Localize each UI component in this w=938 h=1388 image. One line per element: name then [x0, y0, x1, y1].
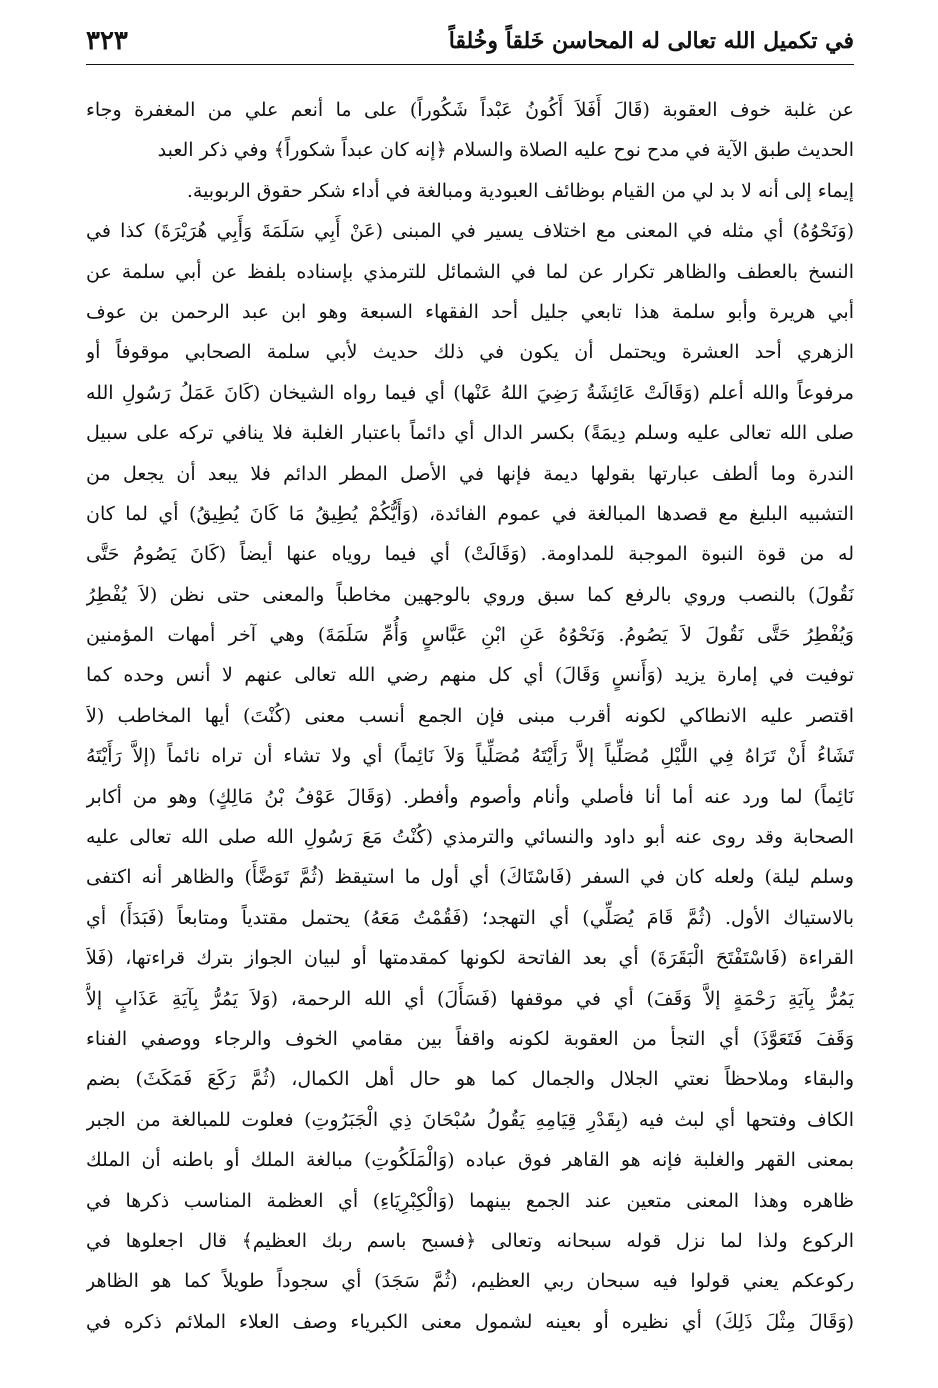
running-title: في تكميل الله تعالى له المحاسن خَلقاً وخُلقاً — [448, 28, 854, 54]
text-line — [86, 1342, 854, 1382]
text-line: النسخ بالعطف والظاهر تكرار عن لما في الشمائل للترمذي بإسناده بلفظ عن أبي سلمة عن — [86, 260, 854, 283]
running-header — [86, 22, 854, 60]
text-line: وَقَفَ فَتَعَوَّذَ) أي التجأ من العقوبة لكونه واقفاً بين مقامي الخوف والرجاء ووصفي الفناء — [86, 1027, 854, 1050]
text-line: نَائِماً) لما ورد عنه أما أنا فأصلي وأنام وأصوم وأفطر. (وَقَالَ عَوْفُ بْنُ مَالِكٍ) وهو من أكابر — [86, 785, 854, 808]
text-line: وَيُفْطِرُ حَتَّى نَقُولَ لاَ يَصُومُ. وَنَحْوُهُ عَنِ ابْنِ عَبَّاسٍ وَأُمِّ سَلَمَةَ) وهي آخر أمهات المؤمنين — [86, 624, 854, 647]
text-line: صلى الله تعالى عليه وسلم دِيمَةً) بكسر الدال أي دائماً باعتبار الغلبة فلا ينافي تركه على سبيل — [86, 422, 854, 445]
text-line: (وَقَالَ مِثْلَ ذَلِكَ) أي نظيره أو بعينه لشمول معنى الكبرياء وصف العلاء الملائم ذكره في — [86, 1310, 854, 1333]
text-line: إيماء إلى أنه لا بد لي من القيام بوظائف العبودية ومبالغة في أداء شكر حقوق الربوبية. — [186, 179, 854, 202]
text-line: الحديث طبق الآية في مدح نوح عليه الصلاة والسلام ﴿إنه كان عبداً شكوراً﴾ وفي ذكر العبد — [157, 139, 854, 162]
text-line: القراءة (فَاسْتَفْتَحَ الْبَقَرَةَ) أي بعد الفاتحة لكونها كمقدمتها أو لبيان الجواز بترك قراءتها، (فَلاَ — [86, 947, 854, 970]
page-number: ٣٢٣ — [86, 26, 128, 56]
text-line: الندرة وما ألطف عبارتها بقولها ديمة فإنها في الأصل المطر الدائم فلا يبعد أن يجعل من — [86, 462, 854, 485]
text-line: وسلم ليلة) ولعله كان في السفر (فَاسْتَاكَ) أي أول ما استيقظ (ثُمَّ تَوَضَّأَ) والظاهر أنه اكتفى — [86, 866, 854, 889]
text-line: (وَنَحْوُهُ) أي مثله في المعنى مع اختلاف يسير في المبنى (عَنْ أَبِي سَلَمَةَ وَأَبِي هُرَيْرَةَ) كذا في — [86, 220, 854, 243]
text-line: تَشَاءُ أَنْ تَرَاهُ فِي اللَّيْلِ مُصَلِّياً إلاَّ رَأَيْتَهُ مُصَلِّياً وَلاَ نَائِماً) أي ولا تشاء أن تراه نائماً (إلاَّ رَأَيْتَهُ — [86, 745, 854, 768]
text-line: له من قوة النبوة الموجبة للمداومة. (وَقَالَتْ) أي فيما روياه عنها أيضاً (كَانَ يَصُومُ حَتَّى — [86, 543, 854, 566]
text-line: الركوع ولذا لما نزل قوله سبحانه وتعالى ﴿فسبح باسم ربك العظيم﴾ قال اجعلوها في — [86, 1229, 854, 1252]
text-line: التشبيه البليغ مع قصدها المبالغة في عموم الفائدة، (وَأَيُّكُمْ يُطِيقُ مَا كَانَ يُطِيقُ) أي لما كان — [86, 502, 854, 525]
text-line: نَقُولَ) بالنصب وروي بالرفع كما سبق وروي بالوجهين مخاطباً والمعنى حتى نظن (لاَ يُفْطِرُ — [86, 583, 854, 606]
text-line: ظاهره وهذا المعنى متعين عند الجمع بينهما (وَالْكِبْرِيَاءِ) أي العظمة المناسب ذكرها في — [86, 1189, 854, 1212]
body-text — [86, 90, 854, 1383]
text-line: أبي هريرة وأبو سلمة هذا تابعي جليل أحد الفقهاء السبعة وهو ابن عبد الرحمن بن عوف — [86, 300, 854, 323]
text-line: اقتصر عليه الانطاكي لكونه أقرب مبنى فإن الجمع أنسب معنى (كُنْتَ) أيها المخاطب (لاَ — [86, 704, 854, 727]
text-line: الكاف وفتحها أي لبث فيه (بِقَدْرِ قِيَامِهِ يَقُولُ سُبْحَانَ ذِي الْجَبَرُوتِ) فعلوت للمبالغة من الجبر — [86, 1108, 854, 1131]
text-line: عن غلبة خوف العقوبة (قَالَ أَفَلاَ أَكُونُ عَبْداً شَكُوراً) على ما أنعم علي من المغفرة وجاء — [86, 99, 854, 121]
text-line: الصحابة وقد روى عنه أبو داود والنسائي والترمذي (كُنْتُ مَعَ رَسُولِ الله صلى الله تعالى عليه — [86, 826, 854, 849]
text-line: توفيت في إمارة يزيد (وَأَنسٍ وَقَالَ) أي كل منهم رضي الله تعالى عنهم لا أنس وحده كما — [86, 664, 854, 687]
text-line: ركوعكم يعني قولوا فيه سبحان ربي العظيم، (ثُمَّ سَجَدَ) أي سجوداً طويلاً كما هو الظاهر — [86, 1270, 854, 1293]
text-line: بمعنى القهر والغلبة فإنه هو القاهر فوق عباده (وَالْمَلَكُوتِ) مبالغة الملك أو باطنه أن الملك — [86, 1149, 854, 1172]
text-line: بالاستياك الأول. (ثُمَّ قَامَ يُصَلِّي) أي التهجد؛ (فَقُمْتُ مَعَهُ) يحتمل مقتدياً ومتابعاً (فَبَدَأَ) أي — [86, 906, 854, 929]
text-line: الزهري أحد العشرة ويحتمل أن يكون في ذلك حديث لأبي سلمة الصحابي موقوفاً أو — [86, 341, 854, 364]
text-line: مرفوعاً والله أعلم (وَقَالَتْ عَائِشَةُ رَضِيَ اللهُ عَنْها) أي فيما رواه الشيخان (كَانَ عَمَلُ رَسُولِ الله — [86, 381, 854, 404]
header-divider — [86, 64, 854, 65]
text-line: والبقاء وملاحظاً نعتي الجلال والجمال كما هو حال أهل الكمال، (ثُمَّ رَكَعَ فَمَكَثَ) بضم — [86, 1068, 854, 1091]
text-line: يَمُرُّ بِآيَةِ رَحْمَةٍ إلاَّ وَقَفَ) أي في موقفها (فَسَأَلَ) أي الله الرحمة، (وَلاَ يَمُرُّ بِآيَةِ عَذَابٍ إلاَّ — [86, 987, 854, 1010]
